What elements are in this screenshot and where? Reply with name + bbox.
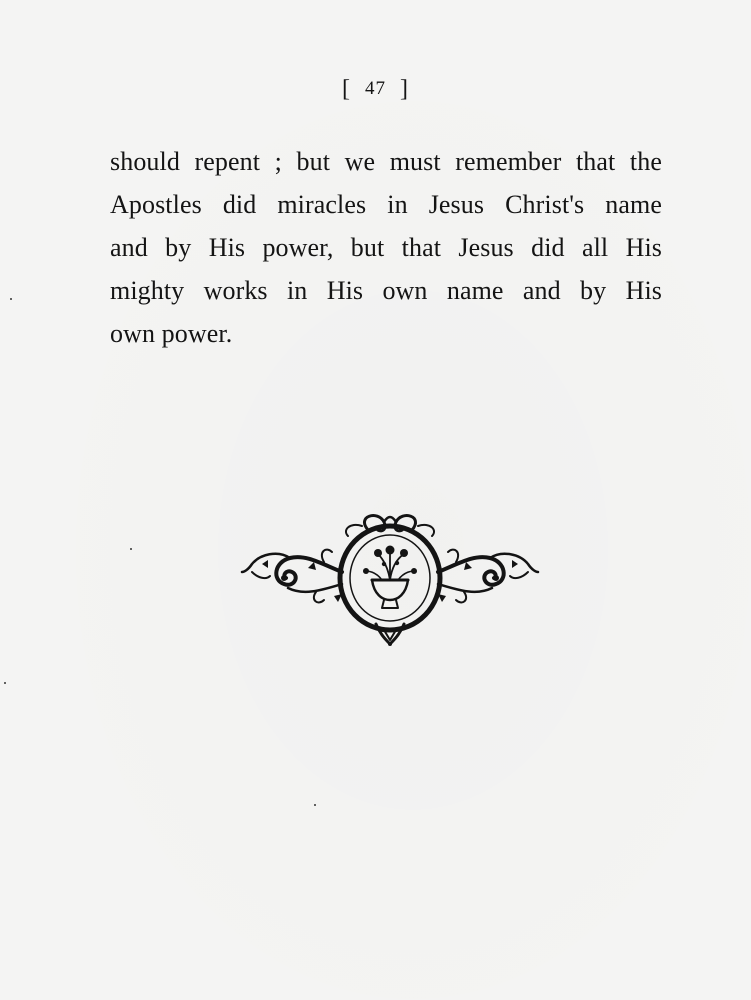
- paper-speck: [4, 682, 6, 684]
- text-line: should repent ; but we must remember that the: [110, 147, 662, 176]
- page-number-header: [0, 76, 751, 103]
- paper-speck: [10, 298, 12, 300]
- text-line: Apostles did miracles in Jesus Christ's name: [110, 190, 662, 219]
- paper-speck: [130, 548, 132, 550]
- paper-speck: [314, 804, 316, 806]
- text-line: mighty works in His own name and by His: [110, 276, 662, 305]
- text-line: and by His power, but that Jesus did all His: [110, 233, 662, 262]
- page-number: 47: [365, 78, 386, 99]
- text-line: own power.: [110, 319, 233, 348]
- floral-scroll-vase-tailpiece-icon: [238, 506, 542, 646]
- right-bracket: ]: [400, 76, 409, 102]
- body-paragraph: [110, 140, 662, 355]
- left-bracket: [: [342, 76, 351, 102]
